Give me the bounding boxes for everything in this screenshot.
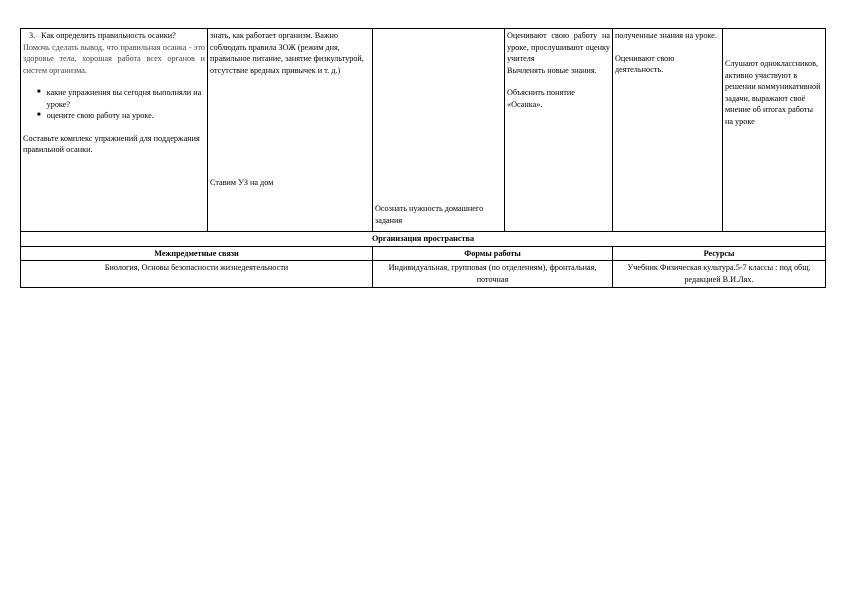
- values-row: [21, 261, 826, 288]
- header-work-forms: Формы работы: [373, 246, 613, 261]
- stage-description: Помочь сделать вывод, что правильная осанка - это здоровье тела, хорошая работа всех органов и систем организма.: [23, 42, 205, 75]
- bullet-item: ■ какие упражнения вы сегодня выполняли на уроке?: [37, 88, 202, 109]
- section-title-row: [21, 232, 826, 247]
- homework-text: Ставим УЗ на дом: [210, 178, 274, 187]
- bullet-item: ■ оцените свою работу на уроке.: [37, 111, 154, 120]
- results-p2: Оценивают свою деятельность.: [615, 53, 675, 74]
- resources-value: Учебник Физическая культура.5-7 классы : под общ. редакцией В.И.Лях.: [613, 261, 826, 288]
- results-p1: полученные знания на уроке.: [615, 31, 717, 40]
- student-activity-p1: Оценивают свою работу на уроке, прослушивают оценку учителя: [507, 31, 610, 63]
- closing-task: Составьте комплекс упражнений для поддержания правильной осанки.: [23, 133, 200, 154]
- teacher-activity-cell: [208, 29, 373, 232]
- interdisciplinary-value: Биология, Основы безопасности жизнедеятельности: [21, 261, 373, 288]
- student-activity-p3: Объяснить понятие «Осанка».: [507, 88, 575, 109]
- header-interdisciplinary: Межпредметные связи: [21, 246, 373, 261]
- communication-text: Слушают одноклассников, активно участвуют в решении коммуникативной задачи, выражают своё мнение об итогах работы на уроке: [725, 59, 821, 126]
- communication-cell: [723, 29, 826, 232]
- stage-content-cell: [21, 29, 208, 232]
- goal-cell: [373, 29, 505, 232]
- bullet-icon: ■: [37, 89, 41, 95]
- results-cell: [613, 29, 723, 232]
- header-row: [21, 246, 826, 261]
- header-resources: Ресурсы: [613, 246, 826, 261]
- item-number: 3.: [29, 31, 36, 40]
- work-forms-value: Индивидуальная, групповая (по отделениям), фронтальная, поточная: [373, 261, 613, 288]
- stage-question: Как определить правильность осанки?: [41, 31, 176, 40]
- teacher-activity-text: знать, как работает организм. Важно соблюдать правила ЗОЖ (режим дня, правильное питание, занятие физкультурой, отсутствие вредных привычек и т. д.): [210, 31, 364, 75]
- student-activity-cell: [505, 29, 613, 232]
- section-title: Организация пространства: [21, 232, 826, 247]
- lesson-stage-row: [21, 29, 826, 232]
- bullet-icon: ■: [37, 112, 41, 118]
- goal-text: Осознать нужность домашнего задания: [375, 204, 484, 225]
- lesson-plan-table: [20, 28, 826, 288]
- student-activity-p2: Вычленять новые знания.: [507, 65, 597, 75]
